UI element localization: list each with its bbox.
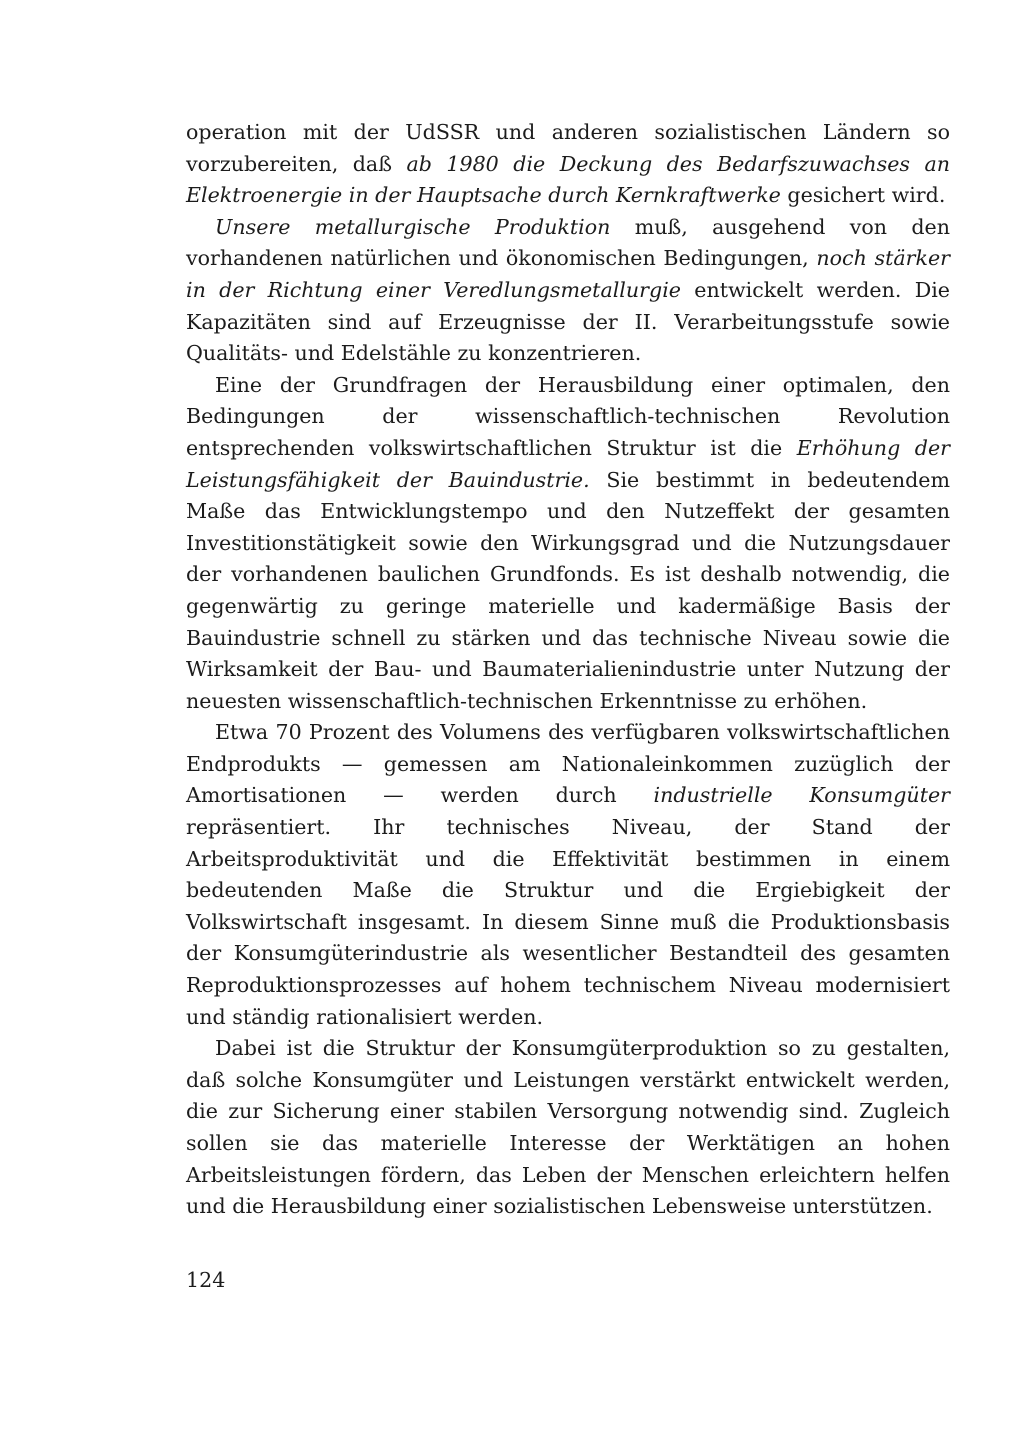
emphasized-text: Unsere metallurgische Produktion	[215, 214, 611, 239]
text-run: Sie bestimmt in bedeutendem Maße das Entwicklungstempo und den Nutzeffekt der gesamten Investitionstätigkeit sowie den Wirkungsgrad und die Nutzungsdauer der vorhandenen baulichen Grundfonds. Es ist deshalb notwendig, die gegenwärtig zu geringe materielle und kadermäßige Basis der Bauindustrie schnell zu stärken und das technische Niveau sowie die Wirksamkeit der Bau- und Baumaterialienindustrie unter Nutzung der neuesten wissenschaftlich-technischen Erkenntnisse zu erhöhen.	[186, 467, 950, 713]
paragraph	[186, 212, 950, 370]
text-run: Dabei ist die Struktur der Konsumgüterproduktion so zu gestalten, daß solche Konsumgüter und Leistungen verstärkt entwickelt werden, die zur Sicherung einer stabilen Versorgung notwendig sind. Zugleich sollen sie das materielle Interesse der Werktätigen an hohen Arbeitsleistungen fördern, das Leben der Menschen erleichtern helfen und die Herausbildung einer sozialistischen Lebensweise unterstützen.	[186, 1036, 950, 1219]
paragraph	[186, 1033, 950, 1223]
text-run: muß, ausgehend von den vorhandenen natürlichen und ökonomischen Bedingungen,	[186, 214, 950, 271]
text-run: Eine der Grundfragen der Herausbildung einer optimalen, den Bedingungen der wissenschaftlich-technischen Revolution entsprechenden volkswirtschaftlichen Struktur ist die	[186, 372, 950, 460]
paragraph	[186, 370, 950, 718]
text-run: gesichert wird.	[780, 183, 946, 208]
text-run: repräsentiert. Ihr technisches Niveau, der Stand der Arbeitsproduktivität und die Effektivität bestimmen in einem bedeutenden Maße die Struktur und die Ergiebigkeit der Volkswirtschaft insgesamt. In diesem Sinne muß die Produktionsbasis der Konsumgüterindustrie als wesentlicher Bestandteil des gesamten Reproduktionsprozesses auf hohem technischem Niveau modernisiert und ständig rationalisiert werden.	[186, 815, 950, 1029]
emphasized-text: industrielle Konsumgüter	[653, 783, 951, 808]
body-text	[186, 117, 950, 1223]
paragraph	[186, 717, 950, 1033]
text-run: entwickelt werden. Die Kapazitäten sind auf Erzeugnisse der II. Verarbeitungsstufe sowie Qualitäts- und Edelstähle zu konzentrieren.	[186, 277, 950, 366]
emphasized-text: noch stärker in der Richtung einer Veredlungsmetallurgie	[186, 246, 950, 302]
emphasized-text: ab 1980 die Deckung des Bedarfszuwachses an Elektroenergie in der Hauptsache durch Kernkraftwerke	[186, 151, 950, 208]
text-run: Etwa 70 Prozent des Volumens des verfügbaren volkswirtschaftlichen Endprodukts — gemessen am Nationaleinkommen zuzüglich der Amortisationen — werden durch	[186, 720, 950, 808]
emphasized-text: Erhöhung der Leistungsfähigkeit der Bauindustrie.	[186, 435, 950, 492]
page-number: 124	[186, 1268, 226, 1292]
text-run: operation mit der UdSSR und anderen sozialistischen Ländern so vorzubereiten, daß	[186, 120, 950, 176]
paragraph	[186, 117, 950, 212]
